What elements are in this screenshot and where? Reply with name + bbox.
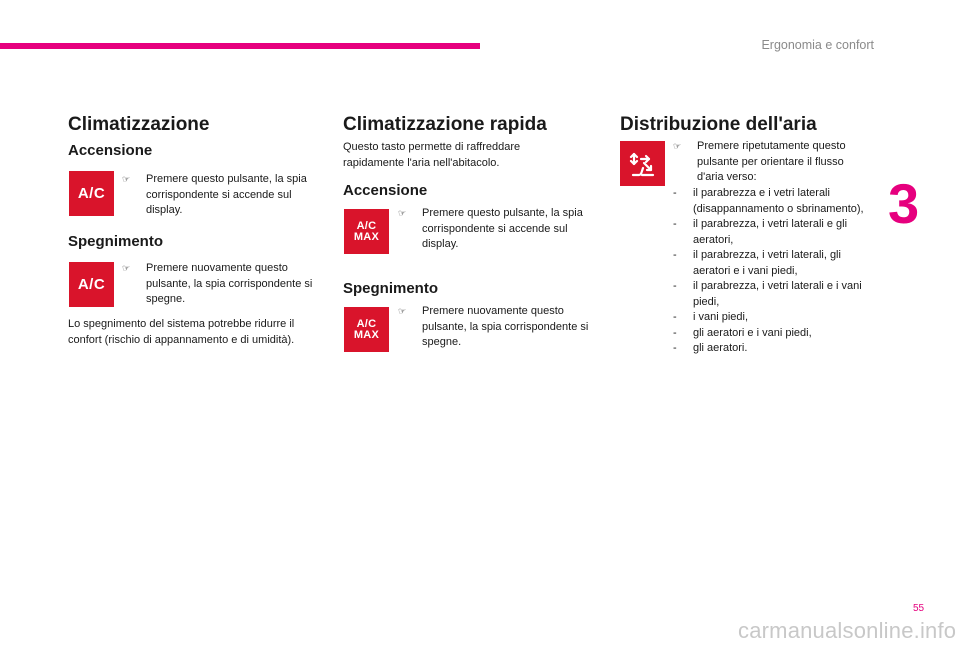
chapter-number: 3	[888, 172, 920, 235]
list-item: - i vani piedi,	[673, 311, 749, 323]
watermark: carmanualsonline.info	[738, 618, 957, 643]
ac-icon-label: A/C	[77, 276, 106, 293]
heading-accensione-2: Accensione	[343, 182, 428, 199]
list-item: - il parabrezza e i vetri laterali (disappannamento o sbrinamento),	[673, 187, 864, 215]
air-distribution-button-icon	[620, 141, 665, 186]
intro-paragraph: Questo tasto permette di raffreddare rapidamente l'aria nell'abitacolo.	[343, 141, 521, 169]
ac-max-icon-line1: A/C	[356, 317, 377, 330]
ac-button-icon	[69, 171, 114, 216]
title-climatizzazione-rapida: Climatizzazione rapida	[343, 114, 547, 135]
pointer-icon: ☞	[673, 141, 682, 151]
note-paragraph: Lo spegnimento del sistema potrebbe ridurre il confort (rischio di appannamento e di umidità).	[68, 318, 295, 346]
list-item: - il parabrezza, i vetri laterali e i vani piedi,	[673, 280, 862, 308]
air-distribution-icon	[627, 148, 659, 180]
ac-icon-label: A/C	[77, 185, 106, 202]
bullet-spegnimento-2: ☞ Premere nuovamente questo pulsante, la spia corrispondente si spegne.	[398, 305, 589, 348]
ac-max-icon-line1: A/C	[356, 219, 377, 232]
title-climatizzazione: Climatizzazione	[68, 114, 210, 135]
heading-spegnimento-2: Spegnimento	[343, 280, 439, 297]
ac-button-icon	[69, 262, 114, 307]
air-direction-list	[673, 186, 873, 357]
pointer-icon: ☞	[122, 174, 131, 184]
ac-max-button-icon	[344, 209, 389, 254]
list-item: - il parabrezza, i vetri laterali, gli aeratori e i vani piedi,	[673, 249, 841, 277]
bullet-distribuzione: ☞ Premere ripetutamente questo pulsante per orientare il flusso d'aria verso:	[673, 140, 846, 183]
pointer-icon: ☞	[122, 263, 131, 273]
bullet-accensione-2: ☞ Premere questo pulsante, la spia corrispondente si accende sul display.	[398, 207, 583, 250]
ac-max-icon-line2: MAX	[353, 328, 380, 341]
list-item: - gli aeratori.	[673, 342, 748, 354]
heading-accensione-1: Accensione	[68, 142, 153, 159]
list-item: - gli aeratori e i vani piedi,	[673, 326, 812, 339]
title-distribuzione-aria: Distribuzione dell'aria	[620, 114, 817, 135]
section-header: Ergonomia e confort	[761, 38, 874, 52]
heading-spegnimento-1: Spegnimento	[68, 233, 164, 250]
list-item: - il parabrezza, i vetri laterali e gli aeratori,	[673, 218, 848, 246]
bullet-spegnimento-1: ☞ Premere nuovamente questo pulsante, la spia corrispondente si spegne.	[122, 262, 313, 305]
bullet-accensione-1: ☞ Premere questo pulsante, la spia corrispondente si accende sul display.	[122, 173, 307, 216]
ac-max-button-icon	[344, 307, 389, 352]
page-number: 55	[913, 603, 925, 614]
pointer-icon: ☞	[398, 306, 407, 316]
ac-max-icon-line2: MAX	[353, 230, 380, 243]
top-accent-bar	[0, 43, 480, 49]
pointer-icon: ☞	[398, 208, 407, 218]
